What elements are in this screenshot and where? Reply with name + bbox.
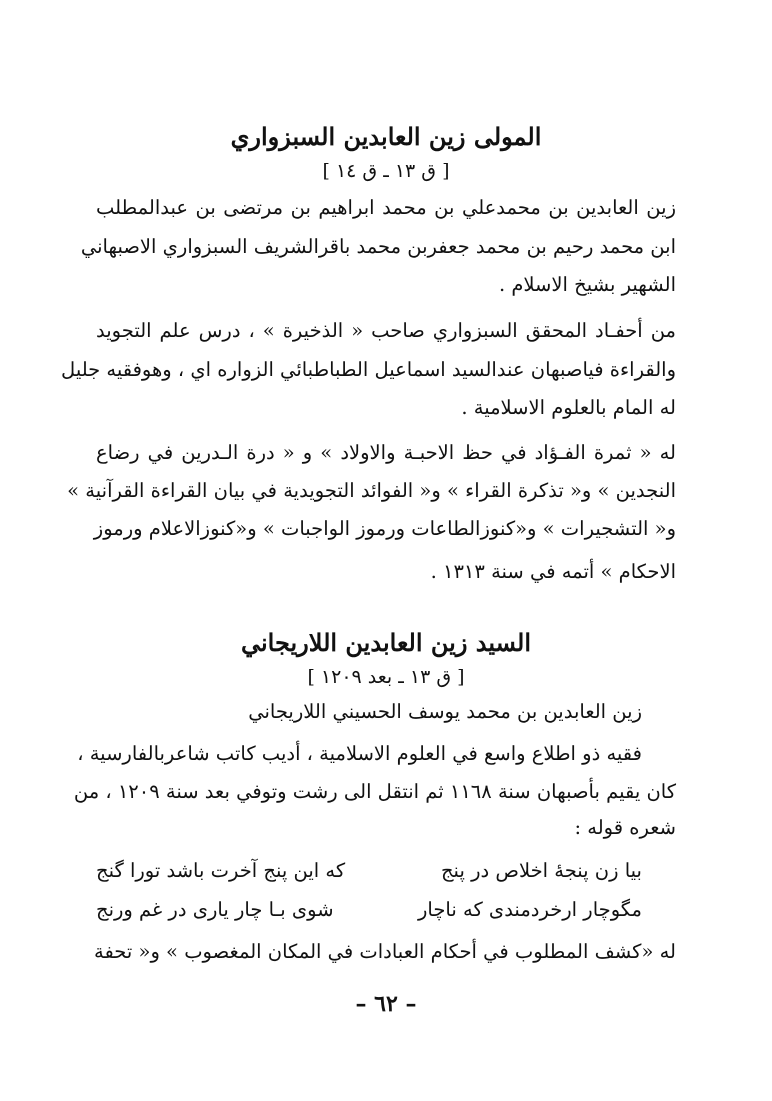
section1-dates: [ ق ١٣ ـ ق ١٤ ] bbox=[322, 160, 450, 182]
section2-last-line: له «كشف المطلوب في أحكام العبادات في المكان المغصوب » و« تحفة bbox=[93, 940, 676, 963]
section1-line-8: النجدين » و« تذكرة القراء » و« الفوائد التجويدية في بيان القراءة القرآنية » bbox=[67, 479, 676, 502]
verse-1-first-hemistich: بيا زن پنجهٔ اخلاص در پنج bbox=[440, 859, 642, 882]
verse-2-second-hemistich: شوی بـا چار ياری در غم ورنج bbox=[96, 898, 334, 921]
section1-line-10: الاحكام » أتمه في سنة ١٣١٣ . bbox=[430, 560, 676, 583]
section2-dates: [ ق ١٣ ـ بعد ١٢٠٩ ] bbox=[307, 666, 465, 688]
page-number: – ٦٢ – bbox=[355, 991, 417, 1017]
section1-title: المولى زين العابدين السبزواري bbox=[230, 122, 542, 151]
section1-line-5: والقراءة فياصبهان عندالسيد اسماعيل الطباطبائي الزواره اي ، وهوفقيه جليل bbox=[61, 358, 676, 381]
section2-line-4: شعره قوله : bbox=[574, 816, 676, 839]
section2-line-2: فقيه ذو اطلاع واسع في العلوم الاسلامية ، أديب كاتب شاعربالفارسية ، bbox=[77, 742, 642, 765]
verse-2-first-hemistich: مگوچار ارخردمندی كه ناچار bbox=[418, 898, 642, 921]
section2-title: السيد زين العابدين اللاريجاني bbox=[241, 628, 531, 657]
section1-line-9: و« التشجيرات » و«كنوزالطاعات ورموز الواجبات » و«كنوزالاعلام ورموز bbox=[93, 517, 676, 540]
section1-line-6: له المام بالعلوم الاسلامية . bbox=[461, 396, 676, 419]
verse-1-second-hemistich: كه اين پنج آخرت باشد تورا گنج bbox=[96, 859, 346, 882]
section1-line-3: الشهير بشيخ الاسلام . bbox=[498, 273, 676, 296]
section1-line-7: له « ثمرة الفـؤاد في حظ الاحبـة والاولاد » و « درة الـدرين في رضاع bbox=[96, 441, 676, 464]
section1-line-2: ابن محمد رحيم بن محمد جعفربن محمد باقرالشريف السبزواري الاصبهاني bbox=[80, 235, 676, 258]
section1-line-4: من أحفـاد المحقق السبزواري صاحب « الذخيرة » ، درس علم التجويد bbox=[96, 319, 676, 342]
section2-line-3: كان يقيم بأصبهان سنة ١١٦٨ ثم انتقل الى رشت وتوفي بعد سنة ١٢٠٩ ، من bbox=[73, 780, 676, 803]
section2-line-1: زين العابدين بن محمد يوسف الحسيني اللاريجاني bbox=[248, 700, 642, 723]
section1-line-1: زين العابدين بن محمدعلي بن محمد ابراهيم بن مرتضى بن عبدالمطلب bbox=[96, 196, 676, 219]
